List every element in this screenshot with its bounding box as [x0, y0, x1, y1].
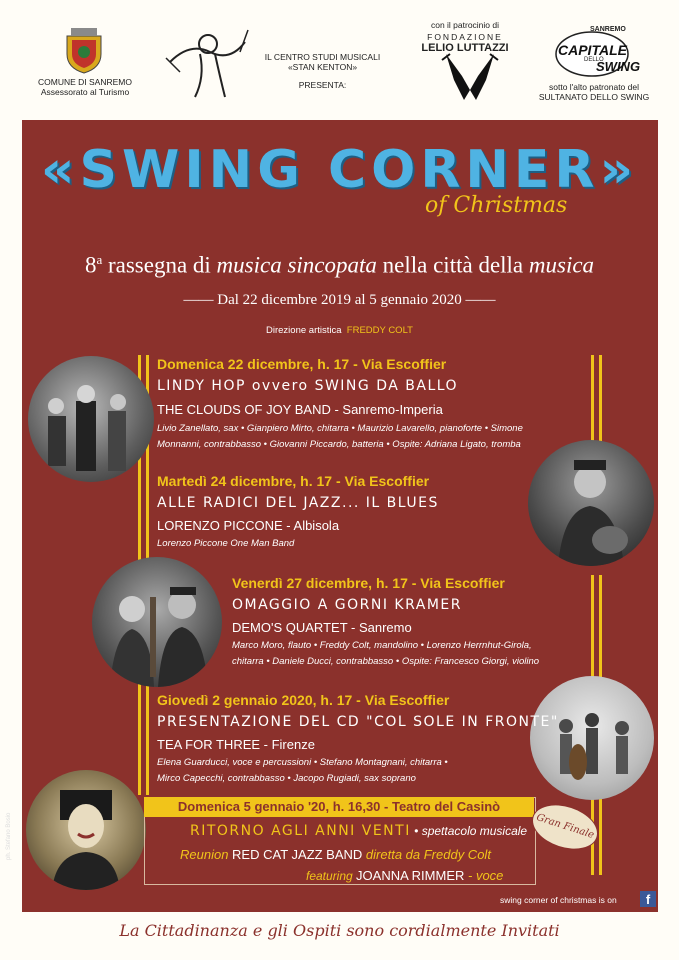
- tagline-italic2: musica: [528, 252, 595, 278]
- event1-head: Domenica 22 dicembre, h. 17 - Via Escoffier: [157, 356, 447, 372]
- capitale-line1: sotto l'alto patronato del: [549, 82, 639, 92]
- finale-title-line: [190, 823, 527, 839]
- direzione-label: Direzione artistica: [266, 325, 342, 336]
- finale-featuring-line: [306, 868, 503, 883]
- closing-invitation: La Cittadinanza e gli Ospiti sono cordialmente Invitati: [119, 921, 560, 940]
- centro-line1: IL CENTRO STUDI MUSICALI: [264, 52, 381, 62]
- gran-finale-label: Gran Finale: [534, 812, 596, 842]
- event3-band: DEMO'S QUARTET - Sanremo: [232, 620, 412, 635]
- centro-studi-label: [250, 52, 395, 91]
- page-subtitle: of Christmas: [425, 193, 568, 218]
- tagline-italic1: musica sincopata: [216, 252, 377, 278]
- tagline: [0, 252, 679, 279]
- capitale-logo-main: CAPITALE: [558, 42, 627, 58]
- event3-head: Venerdì 27 dicembre, h. 17 - Via Escoffier: [232, 575, 505, 591]
- event2-band: LORENZO PICCONE - Albisola: [157, 518, 340, 533]
- finale-title-suffix: • spettacolo musicale: [410, 824, 528, 838]
- finale-head: Domenica 5 gennaio '20, h. 16,30 - Teatro del Casinò: [144, 797, 534, 817]
- event3-members: [232, 638, 577, 670]
- capitale-logo-top: SANREMO: [590, 26, 626, 33]
- decor-line-right-1: [591, 355, 594, 445]
- event3-members-line1: Marco Moro, flauto • Freddy Colt, mandolino • Lorenzo Herrnhut-Girola,: [232, 640, 532, 651]
- conductor-sketch-icon: [160, 22, 252, 102]
- event4-members: [157, 755, 517, 787]
- capitale-line2: SULTANATO DELLO SWING: [538, 92, 650, 103]
- fondazione-line2: FONDAZIONE: [427, 32, 503, 43]
- event2-photo: [528, 440, 654, 566]
- page-title: «SWING CORNER»: [40, 140, 639, 200]
- event2-members-line1: Lorenzo Piccone One Man Band: [157, 538, 295, 549]
- event2-title: ALLE RADICI DEL JAZZ... IL BLUES: [157, 495, 439, 511]
- comune-crest-icon: [63, 26, 105, 74]
- centro-line2: «STAN KENTON»: [287, 62, 358, 73]
- comune-label: [35, 77, 135, 97]
- finale-reunion-band: RED CAT JAZZ BAND: [232, 847, 363, 862]
- finale-featuring-prefix: featuring: [306, 869, 357, 883]
- finale-title: RITORNO AGLI ANNI VENTI: [190, 823, 411, 839]
- event4-photo: [530, 676, 654, 800]
- finale-featuring-name: JOANNA RIMMER: [356, 868, 465, 883]
- finale-reunion-prefix: Reunion: [180, 847, 233, 862]
- festival-dates: —— Dal 22 dicembre 2019 al 5 gennaio 2020 ——: [183, 292, 496, 308]
- event3-title: OMAGGIO A GORNI KRAMER: [232, 597, 462, 613]
- finale-featuring-suffix: - voce: [464, 868, 504, 883]
- event4-members-line2: Mirco Capecchi, contrabbasso • Jacopo Rugiadi, sax soprano: [157, 773, 416, 785]
- centro-line3: PRESENTA:: [298, 80, 347, 91]
- social-text: swing corner of christmas is on: [500, 895, 617, 905]
- tagline-text2: nella città della: [376, 252, 529, 278]
- event4-band: TEA FOR THREE - Firenze: [157, 737, 315, 752]
- event1-band: THE CLOUDS OF JOY BAND - Sanremo-Imperia: [157, 402, 443, 417]
- event1-photo: [28, 356, 154, 482]
- event4-head: Giovedì 2 gennaio 2020, h. 17 - Via Escoffier: [157, 692, 450, 708]
- capitale-logo-bottom: SWING: [596, 59, 641, 74]
- finale-reunion-suffix: diretta da Freddy Colt: [362, 847, 491, 862]
- decor-line-right-2: [599, 355, 602, 445]
- event4-title: PRESENTAZIONE DEL CD "COL SOLE IN FRONTE": [157, 714, 559, 730]
- direzione-artistica: [0, 325, 679, 336]
- tagline-ordinal: 8: [84, 252, 97, 278]
- hands-logo-icon: [440, 50, 500, 102]
- event3-members-line2: chitarra • Daniele Ducci, contrabbasso • Ospite: Francesco Giorgi, violino: [232, 656, 540, 668]
- tagline-text1: rassegna di: [102, 252, 217, 278]
- event1-members-line1: Livio Zanellato, sax • Gianpiero Mirto, chitarra • Maurizio Lavarello, pianoforte • Simone: [157, 423, 523, 434]
- fondazione-line3: LELIO LUTTAZZI: [421, 42, 509, 55]
- capitale-label: [530, 82, 658, 102]
- event2-members: [157, 536, 517, 552]
- event1-title: LINDY HOP ovvero SWING DA BALLO: [157, 378, 459, 394]
- comune-line1: COMUNE DI SANREMO: [38, 77, 132, 87]
- tagline-sup: a: [96, 252, 103, 267]
- event2-head: Martedì 24 dicembre, h. 17 - Via Escoffier: [157, 473, 430, 489]
- capitale-logo-mid: DELLO: [584, 57, 604, 63]
- facebook-icon[interactable]: f: [640, 891, 656, 907]
- event4-members-line1: Elena Guarducci, voce e percussioni • Stefano Montagnani, chitarra •: [157, 757, 448, 768]
- event1-members: [157, 421, 577, 453]
- direzione-name: FREDDY COLT: [346, 325, 413, 336]
- fondazione-line1: con il patrocinio di: [430, 20, 500, 30]
- photo-credit: ph. Stefano Bosio: [6, 812, 12, 860]
- finale-photo: [26, 770, 146, 890]
- comune-line2: Assessorato al Turismo: [40, 87, 130, 98]
- event3-photo: [92, 557, 222, 687]
- event1-members-line2: Monnanni, contrabbasso • Giovanni Piccardo, batteria • Ospite: Adriana Ligato, tromba: [157, 439, 521, 451]
- finale-reunion-line: [180, 847, 491, 862]
- capitale-swing-logo-icon: [552, 24, 641, 80]
